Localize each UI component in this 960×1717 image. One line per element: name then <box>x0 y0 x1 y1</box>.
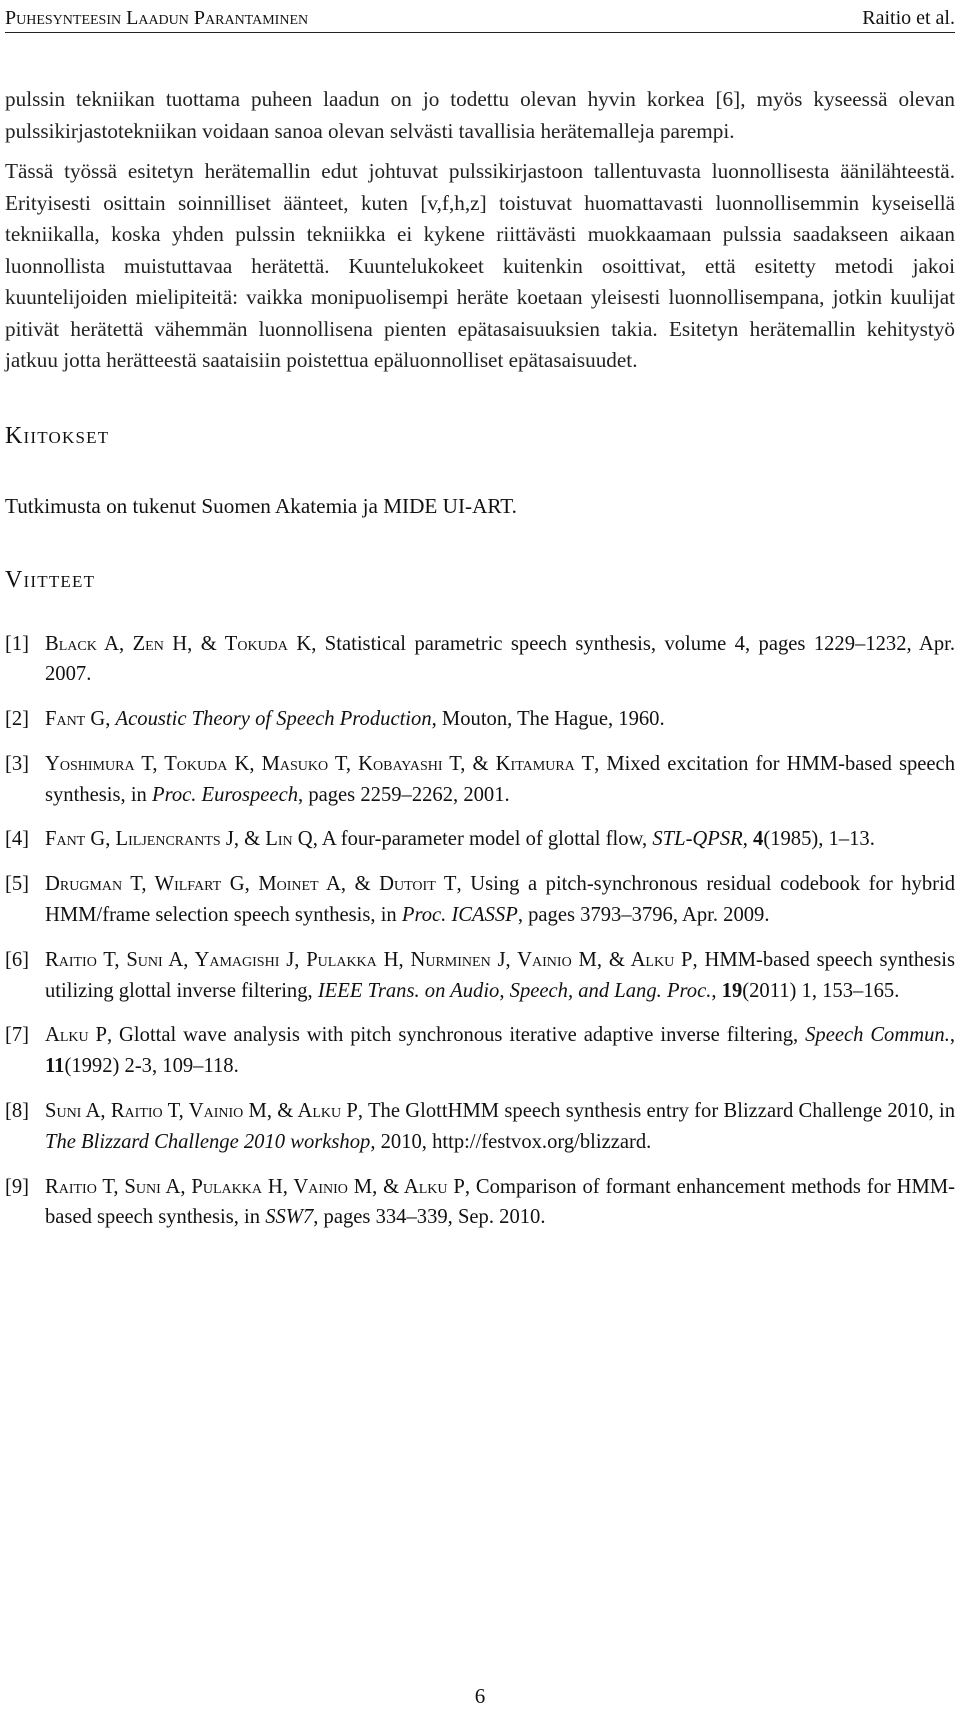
reference-venue: Proc. Eurospeech <box>151 783 299 806</box>
reference-authors: Suni A, Raitio T, Vainio M, & Alku P <box>45 1100 358 1123</box>
acknowledgements-text: Tutkimusta on tukenut Suomen Akatemia ja MIDE UI-ART. <box>5 493 517 518</box>
reference-text: , Comparison of formant enhancement methods for HMM-based speech synthesis, in <box>45 1175 955 1229</box>
reference-authors: Black A, Zen H, & Tokuda K <box>45 632 312 655</box>
running-author: Raitio et al. <box>862 7 955 29</box>
reference-text: , Mixed excitation for HMM-based speech synthesis, in <box>45 752 955 806</box>
reference-authors: Fant G, Liljencrants J, & Lin Q <box>45 828 313 851</box>
reference-authors: Fant G <box>45 708 106 731</box>
reference-volume: 4 <box>753 828 764 851</box>
reference-text: , HMM-based speech synthesis utilizing glottal inverse filtering, <box>45 948 955 1002</box>
reference-number: [2] <box>5 708 30 731</box>
acknowledgements-heading: Kiitokset <box>5 422 110 449</box>
reference-authors: Raitio T, Suni A, Pulakka H, Vainio M, & Alku P <box>45 1175 465 1198</box>
reference-number: [8] <box>5 1100 30 1123</box>
reference-item-3 <box>5 749 955 811</box>
reference-number: [9] <box>5 1175 30 1198</box>
reference-volume: 19 <box>721 979 743 1002</box>
reference-separator: , <box>711 979 722 1002</box>
reference-number: [1] <box>5 632 30 655</box>
reference-text: , A four-parameter model of glottal flow, <box>312 828 653 851</box>
references-heading: Viitteet <box>5 566 96 593</box>
reference-text: , Mouton, The Hague, 1960. <box>431 708 665 731</box>
reference-list <box>5 629 955 1234</box>
reference-number: [4] <box>5 828 30 851</box>
reference-venue: IEEE Trans. on Audio, Speech, and Lang. Proc. <box>317 979 712 1002</box>
reference-title: Acoustic Theory of Speech Production <box>115 708 432 731</box>
reference-tail: , pages 3793–3796, Apr. 2009. <box>517 904 770 927</box>
reference-venue: Speech Commun. <box>805 1024 950 1047</box>
reference-tail: , 2010, http://festvox.org/blizzard. <box>370 1130 652 1153</box>
reference-volume: 11 <box>45 1055 65 1078</box>
reference-item-9 <box>5 1172 955 1234</box>
reference-venue: The Blizzard Challenge 2010 workshop <box>45 1130 371 1153</box>
reference-tail: (1992) 2-3, 109–118. <box>64 1055 239 1078</box>
reference-venue: Proc. ICASSP <box>401 904 518 927</box>
reference-tail: (2011) 1, 153–165. <box>742 979 900 1002</box>
reference-item-6 <box>5 945 955 1007</box>
reference-venue: STL-QPSR <box>652 828 743 851</box>
reference-separator: , <box>105 708 116 731</box>
reference-number: [6] <box>5 948 30 971</box>
reference-item-1 <box>5 629 955 691</box>
reference-item-2 <box>5 704 955 735</box>
reference-text: , Statistical parametric speech synthesis, volume 4, pages 1229–1232, Apr. 2007. <box>45 632 955 686</box>
reference-separator: , <box>742 828 754 851</box>
reference-tail: , pages 2259–2262, 2001. <box>298 783 510 806</box>
reference-number: [5] <box>5 873 30 896</box>
body-paragraph-1: pulssin tekniikan tuottama puheen laadun on jo todettu olevan hyvin korkea [6], myös kyseessä olevan pulssikirjastotekniikan voidaan sanoa olevan selvästi tavallisia herätemalleja parempi. <box>5 87 955 143</box>
running-header <box>5 4 955 33</box>
page-number: 6 <box>474 1684 486 1708</box>
reference-authors: Raitio T, Suni A, Yamagishi J, Pulakka H, Nurminen J, Vainio M, & Alku P <box>45 948 693 971</box>
running-title: Puhesynteesin Laadun Parantaminen <box>5 7 309 29</box>
reference-text: , Using a pitch-synchronous residual codebook for hybrid HMM/frame selection speech synthesis, in <box>45 873 955 927</box>
page-content <box>5 84 955 1247</box>
reference-item-5 <box>5 869 955 931</box>
reference-separator: , <box>949 1024 955 1047</box>
body-paragraph-2: Tässä työssä esitetyn herätemallin edut johtuvat pulssikirjastoon tallentuvasta luonnollisesta äänilähteestä. Erityisesti osittain soinnilliset äänteet, kuten [v,f,h,z] toistuvat huomattavasti luonnollisemmin kyseisellä tekniikalla, koska yhden pulssin tekniikka ei kykene riittävästi muokkaamaan pulssia saadakseen aikaan luonnollista muistuttavaa herätettä. Kuuntelukokeet kuitenkin osoittivat, että esitetty metodi jakoi kuuntelijoiden mielipiteitä: vaikka monipuolisempi heräte koetaan yleisesti luonnollisempana, jotkin kuulijat pitivät herätettä vähemmän luonnollisena pienten epätasaisuuksien takia. Esitetyn herätemallin kehitystyö jatkuu jotta herätteestä saataisiin poistettua epäluonnolliset epätasaisuudet. <box>5 159 955 372</box>
reference-number: [3] <box>5 752 30 775</box>
reference-tail: , pages 334–339, Sep. 2010. <box>313 1206 546 1229</box>
reference-item-8 <box>5 1096 955 1158</box>
reference-text: , Glottal wave analysis with pitch synchronous iterative adaptive inverse filtering, <box>107 1024 806 1047</box>
reference-item-7 <box>5 1020 955 1082</box>
reference-tail: (1985), 1–13. <box>763 828 875 851</box>
reference-authors: Alku P <box>45 1024 107 1047</box>
reference-authors: Yoshimura T, Tokuda K, Masuko T, Kobayashi T, & Kitamura T <box>45 752 595 775</box>
reference-venue: SSW7 <box>265 1206 314 1229</box>
reference-number: [7] <box>5 1024 30 1047</box>
reference-text: , The GlottHMM speech synthesis entry for Blizzard Challenge 2010, in <box>357 1100 955 1123</box>
reference-authors: Drugman T, Wilfart G, Moinet A, & Dutoit T <box>45 873 457 896</box>
reference-item-4 <box>5 824 955 855</box>
